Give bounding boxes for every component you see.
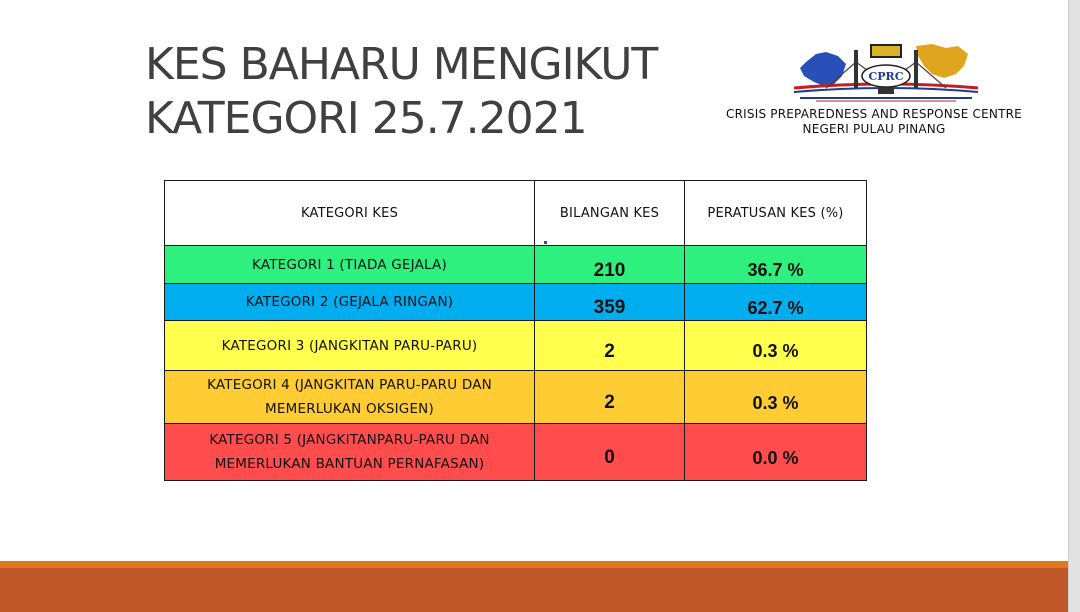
logo-text: CPRC xyxy=(868,70,904,83)
category-label-line-1: KATEGORI 4 (JANGKITAN PARU-PARU DAN xyxy=(207,377,492,393)
case-percent-cell: 36.7 % xyxy=(685,246,867,284)
header-count: BILANGAN KES xyxy=(535,181,685,246)
org-name-line-2: NEGERI PULAU PINANG xyxy=(802,122,946,136)
footer-band xyxy=(0,568,1068,612)
stray-dot xyxy=(544,241,547,244)
case-count-cell: 2 xyxy=(535,321,685,371)
logo-map-left xyxy=(800,52,846,86)
case-percent-cell: 0.3 % xyxy=(685,371,867,424)
slide-title xyxy=(145,38,705,146)
category-cell xyxy=(165,321,535,371)
window-right-edge xyxy=(1068,0,1080,612)
case-count-cell: 0 xyxy=(535,424,685,481)
category-label: KATEGORI 3 (JANGKITAN PARU-PARU) xyxy=(221,337,478,354)
table-header-row xyxy=(165,181,867,246)
table-row xyxy=(165,424,867,481)
title-line-2: KATEGORI 25.7.2021 xyxy=(145,93,587,144)
case-count-cell: 210 xyxy=(535,246,685,284)
org-name-line-1: CRISIS PREPAREDNESS AND RESPONSE CENTRE xyxy=(726,107,1022,121)
footer-accent-line xyxy=(0,561,1068,568)
case-count-cell: 359 xyxy=(535,284,685,321)
header-category: KATEGORI KES xyxy=(165,181,535,246)
table-row xyxy=(165,246,867,284)
category-cell xyxy=(165,424,535,481)
category-label: KATEGORI 2 (GEJALA RINGAN) xyxy=(245,294,454,310)
category-cell xyxy=(165,246,535,284)
category-label-line-1: KATEGORI 5 (JANGKITANPARU-PARU DAN xyxy=(209,432,490,448)
header-percent: PERATUSAN KES (%) xyxy=(685,181,867,246)
category-label-line-2: MEMERLUKAN BANTUAN PERNAFASAN) xyxy=(214,456,485,472)
case-percent-cell: 0.3 % xyxy=(685,321,867,371)
organization-name xyxy=(700,107,1048,137)
case-percent-cell: 62.7 % xyxy=(685,284,867,321)
category-cell xyxy=(165,284,535,321)
category-label: KATEGORI 1 (TIADA GEJALA) xyxy=(252,256,447,273)
title-line-1: KES BAHARU MENGIKUT xyxy=(145,39,658,90)
case-count-cell: 2 xyxy=(535,371,685,424)
table-row xyxy=(165,371,867,424)
logo-map-right xyxy=(916,44,968,78)
table-row xyxy=(165,284,867,321)
category-label-line-2: MEMERLUKAN OKSIGEN) xyxy=(265,401,434,417)
case-percent-cell: 0.0 % xyxy=(685,424,867,481)
table-row xyxy=(165,321,867,371)
category-cell xyxy=(165,371,535,424)
cprc-logo xyxy=(786,40,986,104)
cases-by-category-table xyxy=(164,180,867,481)
